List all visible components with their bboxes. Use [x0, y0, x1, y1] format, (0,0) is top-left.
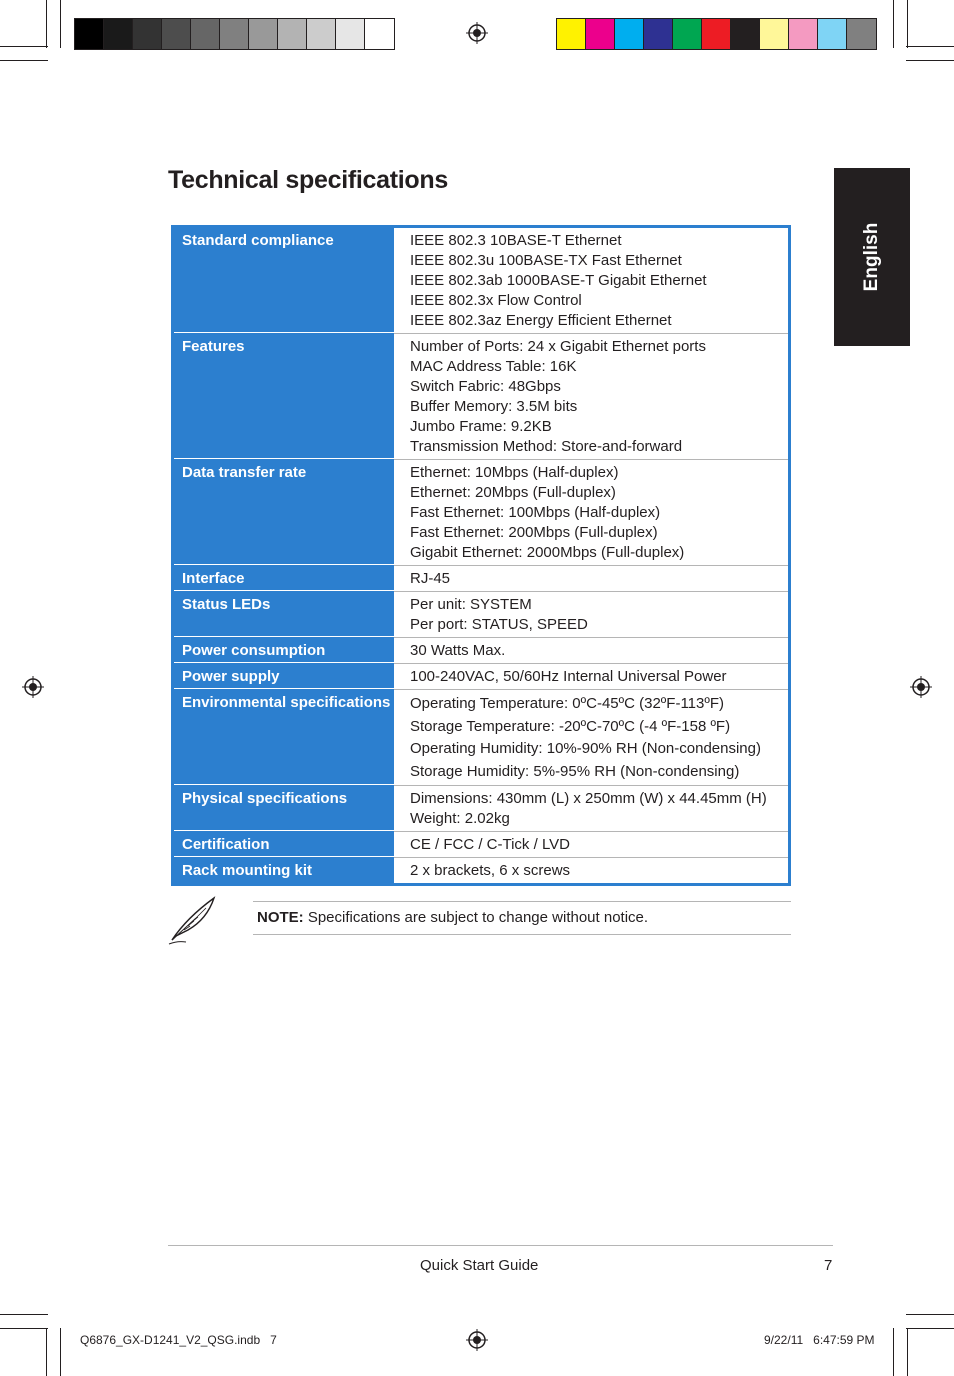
spec-value-line: Jumbo Frame: 9.2KB — [410, 418, 552, 435]
color-swatch — [615, 19, 644, 49]
color-swatch — [365, 19, 394, 49]
specifications-table — [171, 225, 791, 886]
spec-label: Status LEDs — [174, 592, 394, 637]
spec-row — [174, 858, 788, 883]
footer-guide-title: Quick Start Guide — [420, 1257, 539, 1274]
spec-label: Rack mounting kit — [182, 862, 313, 879]
process-color-bar — [556, 18, 877, 50]
registration-target-icon — [466, 1329, 488, 1351]
crop-mark — [46, 1328, 47, 1376]
crop-mark — [906, 60, 954, 61]
registration-target-icon — [910, 676, 932, 698]
color-swatch — [644, 19, 673, 49]
spec-value-line: Ethernet: 10Mbps (Half-duplex) — [410, 464, 619, 481]
spec-value-line: Operating Humidity: 10%-90% RH (Non-condensing) — [410, 740, 761, 757]
note-text: Specifications are subject to change without notice. — [303, 909, 649, 926]
color-swatch — [307, 19, 336, 49]
spec-row — [174, 786, 788, 832]
color-swatch — [191, 19, 220, 49]
spec-value — [394, 690, 788, 786]
spec-value-line: Storage Temperature: -20ºC-70ºC (-4 ºF-158 ºF) — [410, 717, 731, 735]
spec-value-line: Ethernet: 20Mbps (Full-duplex) — [410, 484, 616, 501]
spec-value-line: IEEE 802.3ab 1000BASE-T Gigabit Ethernet — [410, 272, 707, 289]
print-slug-file: Q6876_GX-D1241_V2_QSG.indb 7 — [80, 1333, 277, 1347]
spec-value — [394, 786, 788, 832]
spec-value — [394, 832, 788, 858]
spec-value-line: CE / FCC / C-Tick / LVD — [410, 836, 571, 853]
color-swatch — [336, 19, 365, 49]
color-swatch — [760, 19, 789, 49]
spec-value-line: Gigabit Ethernet: 2000Mbps (Full-duplex) — [410, 544, 685, 561]
spec-row — [174, 460, 788, 566]
spec-label: Physical specifications — [174, 786, 394, 831]
spec-value — [394, 638, 788, 664]
grayscale-color-bar — [74, 18, 395, 50]
crop-mark — [46, 0, 47, 48]
color-swatch — [818, 19, 847, 49]
spec-value-line: Number of Ports: 24 x Gigabit Ethernet ports — [410, 338, 706, 355]
spec-value — [394, 592, 788, 638]
spec-value — [394, 228, 788, 334]
spec-value-line: 2 x brackets, 6 x screws — [410, 862, 571, 879]
color-swatch — [557, 19, 586, 49]
spec-value — [394, 858, 788, 883]
spec-value — [394, 664, 788, 690]
crop-mark — [0, 46, 48, 47]
spec-value-line: IEEE 802.3u 100BASE-TX Fast Ethernet — [410, 252, 682, 269]
spec-label: Power consumption — [174, 638, 394, 663]
spec-value-line: Dimensions: 430mm (L) x 250mm (W) x 44.45mm (H) — [410, 790, 767, 807]
spec-value-line: Operating Temperature: 0ºC-45ºC (32ºF-113ºF) — [410, 695, 724, 712]
spec-label: Features — [174, 334, 394, 459]
spec-value-line: RJ-45 — [410, 570, 451, 587]
spec-value — [394, 460, 788, 566]
spec-row — [174, 334, 788, 460]
spec-value-line: IEEE 802.3az Energy Efficient Ethernet — [410, 312, 672, 329]
color-swatch — [847, 19, 876, 49]
spec-value-line: Storage Humidity: 5%-95% RH (Non-condensing) — [410, 762, 740, 780]
spec-row — [174, 592, 788, 638]
footer-divider — [168, 1245, 833, 1246]
spec-value-line: Switch Fabric: 48Gbps — [410, 378, 561, 395]
registration-target-icon — [466, 22, 488, 44]
page-title: Technical specifications — [168, 166, 448, 194]
color-swatch — [249, 19, 278, 49]
spec-value — [394, 566, 788, 592]
note-box — [253, 901, 791, 935]
note-label: NOTE: — [257, 909, 304, 926]
spec-row — [174, 664, 788, 690]
spec-value-line: Fast Ethernet: 100Mbps (Half-duplex) — [410, 504, 661, 521]
spec-row — [174, 638, 788, 664]
spec-value-line: MAC Address Table: 16K — [410, 358, 577, 375]
crop-mark — [907, 1328, 908, 1376]
spec-label: Standard compliance — [174, 228, 394, 333]
color-swatch — [278, 19, 307, 49]
feather-pen-icon — [166, 890, 222, 946]
spec-label: Environmental specifications — [174, 690, 394, 785]
registration-target-icon — [22, 676, 44, 698]
crop-mark — [893, 0, 894, 48]
spec-row — [174, 566, 788, 592]
spec-value — [394, 334, 788, 460]
spec-label: Interface — [174, 566, 394, 591]
crop-mark — [60, 0, 61, 48]
spec-label: Power supply — [174, 664, 394, 689]
color-swatch — [789, 19, 818, 49]
crop-mark — [893, 1328, 894, 1376]
spec-value-line: 100-240VAC, 50/60Hz Internal Universal Power — [410, 668, 727, 685]
crop-mark — [907, 0, 908, 48]
crop-mark — [60, 1328, 61, 1376]
color-swatch — [220, 19, 249, 49]
crop-mark — [906, 1328, 954, 1329]
spec-value-line: IEEE 802.3 10BASE-T Ethernet — [410, 232, 622, 249]
spec-value-line: Weight: 2.02kg — [410, 810, 510, 827]
spec-value-line: Per unit: SYSTEM — [410, 596, 532, 613]
spec-row — [174, 228, 788, 334]
spec-value-line: IEEE 802.3x Flow Control — [410, 292, 582, 309]
crop-mark — [0, 60, 48, 61]
color-swatch — [104, 19, 133, 49]
spec-label: Certification — [174, 832, 394, 857]
color-swatch — [673, 19, 702, 49]
color-swatch — [133, 19, 162, 49]
page-number: 7 — [824, 1257, 833, 1274]
color-swatch — [731, 19, 760, 49]
color-swatch — [702, 19, 731, 49]
crop-mark — [0, 1314, 48, 1315]
color-swatch — [75, 19, 104, 49]
spec-value-line: Fast Ethernet: 200Mbps (Full-duplex) — [410, 524, 658, 541]
print-slug-date: 9/22/11 6:47:59 PM — [764, 1333, 875, 1347]
language-tab — [834, 168, 910, 346]
color-swatch — [586, 19, 615, 49]
spec-row — [174, 690, 788, 786]
spec-value-line: Per port: STATUS, SPEED — [410, 616, 588, 633]
spec-value-line: 30 Watts Max. — [410, 642, 506, 659]
spec-label: Data transfer rate — [174, 460, 394, 565]
spec-value-line: Buffer Memory: 3.5M bits — [410, 398, 578, 415]
crop-mark — [906, 46, 954, 47]
spec-row — [174, 832, 788, 858]
spec-value-line: Transmission Method: Store-and-forward — [410, 438, 683, 455]
crop-mark — [0, 1328, 48, 1329]
language-tab-label: English — [861, 222, 882, 292]
crop-mark — [906, 1314, 954, 1315]
color-swatch — [162, 19, 191, 49]
